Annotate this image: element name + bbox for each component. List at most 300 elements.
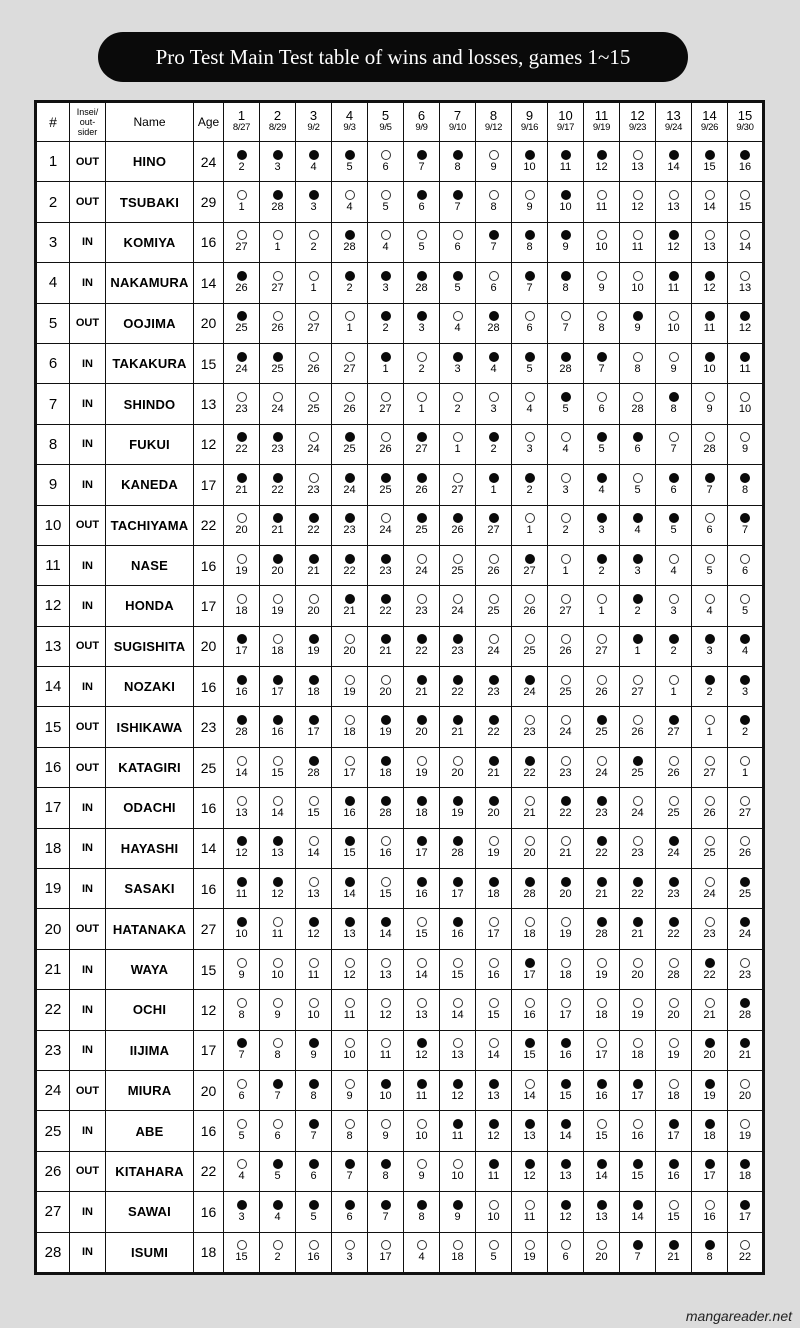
player-number: 20 bbox=[36, 909, 70, 949]
opponent-number: 18 bbox=[487, 887, 500, 900]
win-mark-icon bbox=[381, 917, 391, 927]
win-mark-icon bbox=[669, 230, 679, 240]
game-result-cell bbox=[440, 1192, 476, 1232]
win-mark-icon bbox=[417, 271, 427, 281]
player-age: 13 bbox=[194, 384, 224, 424]
loss-mark-icon bbox=[273, 230, 283, 240]
opponent-number: 24 bbox=[271, 403, 284, 416]
loss-mark-icon bbox=[740, 1079, 750, 1089]
opponent-number: 15 bbox=[487, 1008, 500, 1021]
game-result-cell bbox=[260, 222, 296, 262]
game-result-cell bbox=[728, 505, 764, 545]
win-mark-icon bbox=[273, 513, 283, 523]
loss-mark-icon bbox=[309, 877, 319, 887]
game-result-cell bbox=[476, 1192, 512, 1232]
game-result-cell bbox=[692, 263, 728, 303]
game-result-cell bbox=[224, 505, 260, 545]
game-result-cell bbox=[728, 545, 764, 585]
loss-mark-icon bbox=[525, 513, 535, 523]
game-result-cell bbox=[260, 626, 296, 666]
loss-mark-icon bbox=[453, 554, 463, 564]
player-status: OUT bbox=[70, 707, 106, 747]
loss-mark-icon bbox=[381, 675, 391, 685]
game-result-cell bbox=[548, 384, 584, 424]
opponent-number: 5 bbox=[490, 1251, 497, 1264]
game-result-cell bbox=[584, 707, 620, 747]
game-result-cell bbox=[440, 222, 476, 262]
loss-mark-icon bbox=[525, 432, 535, 442]
win-mark-icon bbox=[345, 473, 355, 483]
loss-mark-icon bbox=[740, 554, 750, 564]
win-mark-icon bbox=[633, 634, 643, 644]
win-mark-icon bbox=[633, 1079, 643, 1089]
game-date: 9/9 bbox=[415, 122, 428, 133]
game-number: 3 bbox=[309, 108, 318, 123]
opponent-number: 19 bbox=[523, 1251, 536, 1264]
loss-mark-icon bbox=[633, 1038, 643, 1048]
player-age: 22 bbox=[194, 1151, 224, 1191]
opponent-number: 18 bbox=[667, 1089, 680, 1102]
game-date: 9/19 bbox=[592, 122, 611, 133]
opponent-number: 19 bbox=[415, 766, 428, 779]
game-number: 11 bbox=[594, 108, 609, 123]
opponent-number: 28 bbox=[595, 928, 608, 941]
opponent-number: 17 bbox=[667, 1130, 680, 1143]
loss-mark-icon bbox=[237, 190, 247, 200]
win-mark-icon bbox=[237, 311, 247, 321]
player-number: 2 bbox=[36, 182, 70, 222]
player-name: KANEDA bbox=[106, 465, 194, 505]
opponent-number: 14 bbox=[703, 201, 716, 214]
game-number: 10 bbox=[558, 108, 573, 123]
loss-mark-icon bbox=[417, 958, 427, 968]
win-mark-icon bbox=[273, 473, 283, 483]
opponent-number: 15 bbox=[235, 1251, 248, 1264]
game-result-cell bbox=[584, 505, 620, 545]
game-result-cell bbox=[224, 545, 260, 585]
player-name: ABE bbox=[106, 1111, 194, 1151]
game-result-cell bbox=[404, 1111, 440, 1151]
opponent-number: 18 bbox=[451, 1251, 464, 1264]
game-result-cell bbox=[404, 303, 440, 343]
opponent-number: 8 bbox=[562, 281, 569, 294]
opponent-number: 1 bbox=[238, 201, 245, 214]
loss-mark-icon bbox=[489, 594, 499, 604]
opponent-number: 27 bbox=[307, 322, 320, 335]
opponent-number: 3 bbox=[346, 1251, 353, 1264]
opponent-number: 17 bbox=[307, 726, 320, 739]
opponent-number: 22 bbox=[307, 524, 320, 537]
win-mark-icon bbox=[273, 836, 283, 846]
game-result-cell bbox=[476, 626, 512, 666]
game-result-cell bbox=[332, 1151, 368, 1191]
game-result-cell bbox=[332, 545, 368, 585]
loss-mark-icon bbox=[417, 230, 427, 240]
opponent-number: 20 bbox=[631, 968, 644, 981]
game-result-cell bbox=[404, 747, 440, 787]
player-name: SHINDO bbox=[106, 384, 194, 424]
loss-mark-icon bbox=[597, 958, 607, 968]
loss-mark-icon bbox=[381, 998, 391, 1008]
win-mark-icon bbox=[740, 675, 750, 685]
game-result-cell bbox=[548, 1192, 584, 1232]
player-name: TSUBAKI bbox=[106, 182, 194, 222]
opponent-number: 7 bbox=[346, 1170, 353, 1183]
opponent-number: 1 bbox=[562, 564, 569, 577]
opponent-number: 19 bbox=[559, 928, 572, 941]
win-mark-icon bbox=[273, 675, 283, 685]
game-result-cell bbox=[584, 1030, 620, 1070]
game-result-cell bbox=[332, 263, 368, 303]
opponent-number: 25 bbox=[235, 322, 248, 335]
player-name: NASE bbox=[106, 545, 194, 585]
opponent-number: 16 bbox=[523, 1008, 536, 1021]
game-result-cell bbox=[656, 1232, 692, 1273]
opponent-number: 21 bbox=[667, 1251, 680, 1264]
win-mark-icon bbox=[489, 675, 499, 685]
opponent-number: 21 bbox=[487, 766, 500, 779]
player-name: NOZAKI bbox=[106, 667, 194, 707]
opponent-number: 23 bbox=[415, 604, 428, 617]
loss-mark-icon bbox=[669, 998, 679, 1008]
game-result-cell bbox=[548, 142, 584, 182]
opponent-number: 8 bbox=[418, 1210, 425, 1223]
player-name: TAKAKURA bbox=[106, 343, 194, 383]
game-result-cell bbox=[404, 949, 440, 989]
player-number: 10 bbox=[36, 505, 70, 545]
game-result-cell bbox=[224, 747, 260, 787]
opponent-number: 21 bbox=[595, 887, 608, 900]
player-status: OUT bbox=[70, 626, 106, 666]
game-result-cell bbox=[440, 990, 476, 1030]
win-mark-icon bbox=[597, 150, 607, 160]
opponent-number: 22 bbox=[559, 806, 572, 819]
game-result-cell bbox=[512, 667, 548, 707]
game-result-cell bbox=[332, 465, 368, 505]
loss-mark-icon bbox=[705, 756, 715, 766]
win-mark-icon bbox=[740, 715, 750, 725]
table-row bbox=[36, 343, 764, 383]
game-number: 14 bbox=[702, 108, 717, 123]
opponent-number: 3 bbox=[490, 403, 497, 416]
opponent-number: 7 bbox=[490, 241, 497, 254]
game-number: 9 bbox=[525, 108, 534, 123]
game-result-cell bbox=[548, 747, 584, 787]
loss-mark-icon bbox=[669, 675, 679, 685]
game-result-cell bbox=[260, 1232, 296, 1273]
win-mark-icon bbox=[561, 796, 571, 806]
game-result-cell bbox=[548, 788, 584, 828]
opponent-number: 27 bbox=[271, 281, 284, 294]
game-result-cell bbox=[260, 384, 296, 424]
opponent-number: 9 bbox=[562, 241, 569, 254]
loss-mark-icon bbox=[669, 554, 679, 564]
opponent-number: 9 bbox=[274, 1008, 281, 1021]
player-name: SUGISHITA bbox=[106, 626, 194, 666]
game-result-cell bbox=[260, 586, 296, 626]
game-result-cell bbox=[296, 667, 332, 707]
loss-mark-icon bbox=[633, 1119, 643, 1129]
game-result-cell bbox=[476, 182, 512, 222]
win-mark-icon bbox=[669, 1240, 679, 1250]
game-result-cell bbox=[440, 1151, 476, 1191]
win-mark-icon bbox=[489, 1119, 499, 1129]
game-result-cell bbox=[584, 788, 620, 828]
player-name: HINO bbox=[106, 142, 194, 182]
player-status: OUT bbox=[70, 1151, 106, 1191]
game-result-cell bbox=[260, 465, 296, 505]
game-result-cell bbox=[512, 1192, 548, 1232]
game-result-cell bbox=[260, 303, 296, 343]
loss-mark-icon bbox=[417, 756, 427, 766]
loss-mark-icon bbox=[237, 1159, 247, 1169]
opponent-number: 8 bbox=[526, 241, 533, 254]
game-result-cell bbox=[368, 1232, 404, 1273]
win-mark-icon bbox=[669, 836, 679, 846]
win-mark-icon bbox=[597, 796, 607, 806]
game-result-cell bbox=[368, 626, 404, 666]
opponent-number: 2 bbox=[562, 524, 569, 537]
opponent-number: 15 bbox=[523, 1049, 536, 1062]
opponent-number: 11 bbox=[343, 1008, 356, 1021]
game-result-cell bbox=[728, 263, 764, 303]
game-result-cell bbox=[584, 142, 620, 182]
game-result-cell bbox=[368, 263, 404, 303]
game-result-cell bbox=[512, 182, 548, 222]
win-mark-icon bbox=[525, 271, 535, 281]
game-result-cell bbox=[728, 949, 764, 989]
player-name: MIURA bbox=[106, 1070, 194, 1110]
player-age: 29 bbox=[194, 182, 224, 222]
game-result-cell bbox=[368, 1192, 404, 1232]
loss-mark-icon bbox=[597, 756, 607, 766]
game-result-cell bbox=[620, 384, 656, 424]
win-mark-icon bbox=[740, 998, 750, 1008]
loss-mark-icon bbox=[417, 998, 427, 1008]
opponent-number: 8 bbox=[274, 1049, 281, 1062]
loss-mark-icon bbox=[381, 1119, 391, 1129]
opponent-number: 14 bbox=[343, 887, 356, 900]
opponent-number: 27 bbox=[523, 564, 536, 577]
game-result-cell bbox=[548, 828, 584, 868]
player-name: OCHI bbox=[106, 990, 194, 1030]
game-result-cell bbox=[548, 869, 584, 909]
win-mark-icon bbox=[345, 917, 355, 927]
opponent-number: 26 bbox=[703, 806, 716, 819]
game-result-cell bbox=[296, 182, 332, 222]
player-name: SAWAI bbox=[106, 1192, 194, 1232]
loss-mark-icon bbox=[561, 675, 571, 685]
table-row bbox=[36, 545, 764, 585]
player-name: HATANAKA bbox=[106, 909, 194, 949]
game-result-cell bbox=[692, 1030, 728, 1070]
loss-mark-icon bbox=[273, 958, 283, 968]
opponent-number: 15 bbox=[559, 1089, 572, 1102]
opponent-number: 27 bbox=[343, 362, 356, 375]
opponent-number: 5 bbox=[238, 1130, 245, 1143]
game-result-cell bbox=[296, 707, 332, 747]
win-mark-icon bbox=[669, 877, 679, 887]
header-game-9 bbox=[512, 102, 548, 142]
player-name: KATAGIRI bbox=[106, 747, 194, 787]
win-mark-icon bbox=[561, 190, 571, 200]
player-name: WAYA bbox=[106, 949, 194, 989]
win-mark-icon bbox=[489, 473, 499, 483]
opponent-number: 26 bbox=[451, 524, 464, 537]
opponent-number: 20 bbox=[595, 1251, 608, 1264]
opponent-number: 18 bbox=[415, 806, 428, 819]
loss-mark-icon bbox=[453, 1038, 463, 1048]
opponent-number: 1 bbox=[706, 726, 713, 739]
game-result-cell bbox=[404, 384, 440, 424]
game-result-cell bbox=[404, 990, 440, 1030]
opponent-number: 5 bbox=[526, 362, 533, 375]
game-result-cell bbox=[440, 303, 476, 343]
opponent-number: 18 bbox=[595, 1008, 608, 1021]
opponent-number: 28 bbox=[343, 241, 356, 254]
loss-mark-icon bbox=[453, 594, 463, 604]
opponent-number: 22 bbox=[415, 645, 428, 658]
loss-mark-icon bbox=[705, 998, 715, 1008]
opponent-number: 21 bbox=[631, 928, 644, 941]
game-result-cell bbox=[692, 222, 728, 262]
game-result-cell bbox=[224, 343, 260, 383]
opponent-number: 28 bbox=[487, 322, 500, 335]
game-result-cell bbox=[548, 1030, 584, 1070]
game-result-cell bbox=[548, 626, 584, 666]
player-age: 23 bbox=[194, 707, 224, 747]
loss-mark-icon bbox=[489, 1038, 499, 1048]
player-status: IN bbox=[70, 1232, 106, 1273]
opponent-number: 10 bbox=[703, 362, 716, 375]
win-mark-icon bbox=[417, 877, 427, 887]
opponent-number: 7 bbox=[382, 1210, 389, 1223]
game-result-cell bbox=[512, 869, 548, 909]
win-mark-icon bbox=[525, 756, 535, 766]
opponent-number: 5 bbox=[454, 281, 461, 294]
game-result-cell bbox=[404, 667, 440, 707]
win-mark-icon bbox=[740, 150, 750, 160]
player-age: 20 bbox=[194, 303, 224, 343]
opponent-number: 1 bbox=[490, 483, 497, 496]
win-mark-icon bbox=[669, 1119, 679, 1129]
game-result-cell bbox=[512, 990, 548, 1030]
opponent-number: 22 bbox=[343, 564, 356, 577]
opponent-number: 1 bbox=[274, 241, 281, 254]
opponent-number: 23 bbox=[307, 483, 320, 496]
loss-mark-icon bbox=[561, 836, 571, 846]
loss-mark-icon bbox=[489, 190, 499, 200]
win-mark-icon bbox=[381, 715, 391, 725]
table-row bbox=[36, 1111, 764, 1151]
game-result-cell bbox=[656, 626, 692, 666]
win-mark-icon bbox=[273, 1079, 283, 1089]
opponent-number: 3 bbox=[598, 524, 605, 537]
player-name: ISUMI bbox=[106, 1232, 194, 1273]
header-game-8 bbox=[476, 102, 512, 142]
loss-mark-icon bbox=[633, 230, 643, 240]
header-game-10 bbox=[548, 102, 584, 142]
loss-mark-icon bbox=[237, 958, 247, 968]
player-age: 12 bbox=[194, 424, 224, 464]
loss-mark-icon bbox=[525, 392, 535, 402]
loss-mark-icon bbox=[669, 190, 679, 200]
loss-mark-icon bbox=[705, 917, 715, 927]
opponent-number: 28 bbox=[631, 403, 644, 416]
game-result-cell bbox=[692, 505, 728, 545]
game-result-cell bbox=[584, 667, 620, 707]
win-mark-icon bbox=[309, 917, 319, 927]
opponent-number: 16 bbox=[307, 1251, 320, 1264]
opponent-number: 2 bbox=[490, 443, 497, 456]
opponent-number: 21 bbox=[703, 1008, 716, 1021]
game-result-cell bbox=[404, 1232, 440, 1273]
game-result-cell bbox=[404, 1192, 440, 1232]
game-result-cell bbox=[728, 182, 764, 222]
opponent-number: 24 bbox=[307, 443, 320, 456]
opponent-number: 26 bbox=[235, 281, 248, 294]
win-mark-icon bbox=[417, 311, 427, 321]
player-number: 11 bbox=[36, 545, 70, 585]
game-result-cell bbox=[620, 1232, 656, 1273]
loss-mark-icon bbox=[273, 796, 283, 806]
player-number: 27 bbox=[36, 1192, 70, 1232]
opponent-number: 18 bbox=[631, 1049, 644, 1062]
game-result-cell bbox=[620, 586, 656, 626]
opponent-number: 28 bbox=[523, 887, 536, 900]
win-mark-icon bbox=[453, 150, 463, 160]
win-mark-icon bbox=[489, 756, 499, 766]
opponent-number: 9 bbox=[670, 362, 677, 375]
player-age: 24 bbox=[194, 142, 224, 182]
game-result-cell bbox=[368, 545, 404, 585]
opponent-number: 11 bbox=[271, 928, 284, 941]
game-result-cell bbox=[728, 1192, 764, 1232]
opponent-number: 25 bbox=[343, 443, 356, 456]
player-status: IN bbox=[70, 545, 106, 585]
game-result-cell bbox=[476, 222, 512, 262]
game-result-cell bbox=[656, 788, 692, 828]
game-result-cell bbox=[692, 1192, 728, 1232]
win-mark-icon bbox=[309, 1159, 319, 1169]
opponent-number: 20 bbox=[738, 1089, 752, 1102]
loss-mark-icon bbox=[597, 311, 607, 321]
opponent-number: 7 bbox=[634, 1251, 641, 1264]
game-result-cell bbox=[332, 424, 368, 464]
opponent-number: 8 bbox=[382, 1170, 389, 1183]
game-result-cell bbox=[404, 586, 440, 626]
opponent-number: 24 bbox=[487, 645, 500, 658]
loss-mark-icon bbox=[381, 513, 391, 523]
opponent-number: 14 bbox=[738, 241, 752, 254]
opponent-number: 14 bbox=[523, 1089, 536, 1102]
loss-mark-icon bbox=[705, 796, 715, 806]
game-result-cell bbox=[260, 747, 296, 787]
opponent-number: 13 bbox=[595, 1210, 608, 1223]
win-mark-icon bbox=[633, 917, 643, 927]
opponent-number: 28 bbox=[667, 968, 680, 981]
win-mark-icon bbox=[309, 1038, 319, 1048]
game-result-cell bbox=[476, 1111, 512, 1151]
game-result-cell bbox=[584, 626, 620, 666]
opponent-number: 16 bbox=[703, 1210, 716, 1223]
game-result-cell bbox=[548, 586, 584, 626]
player-status: OUT bbox=[70, 909, 106, 949]
win-mark-icon bbox=[561, 1079, 571, 1089]
game-result-cell bbox=[728, 1070, 764, 1110]
opponent-number: 8 bbox=[741, 483, 749, 496]
opponent-number: 18 bbox=[235, 604, 248, 617]
